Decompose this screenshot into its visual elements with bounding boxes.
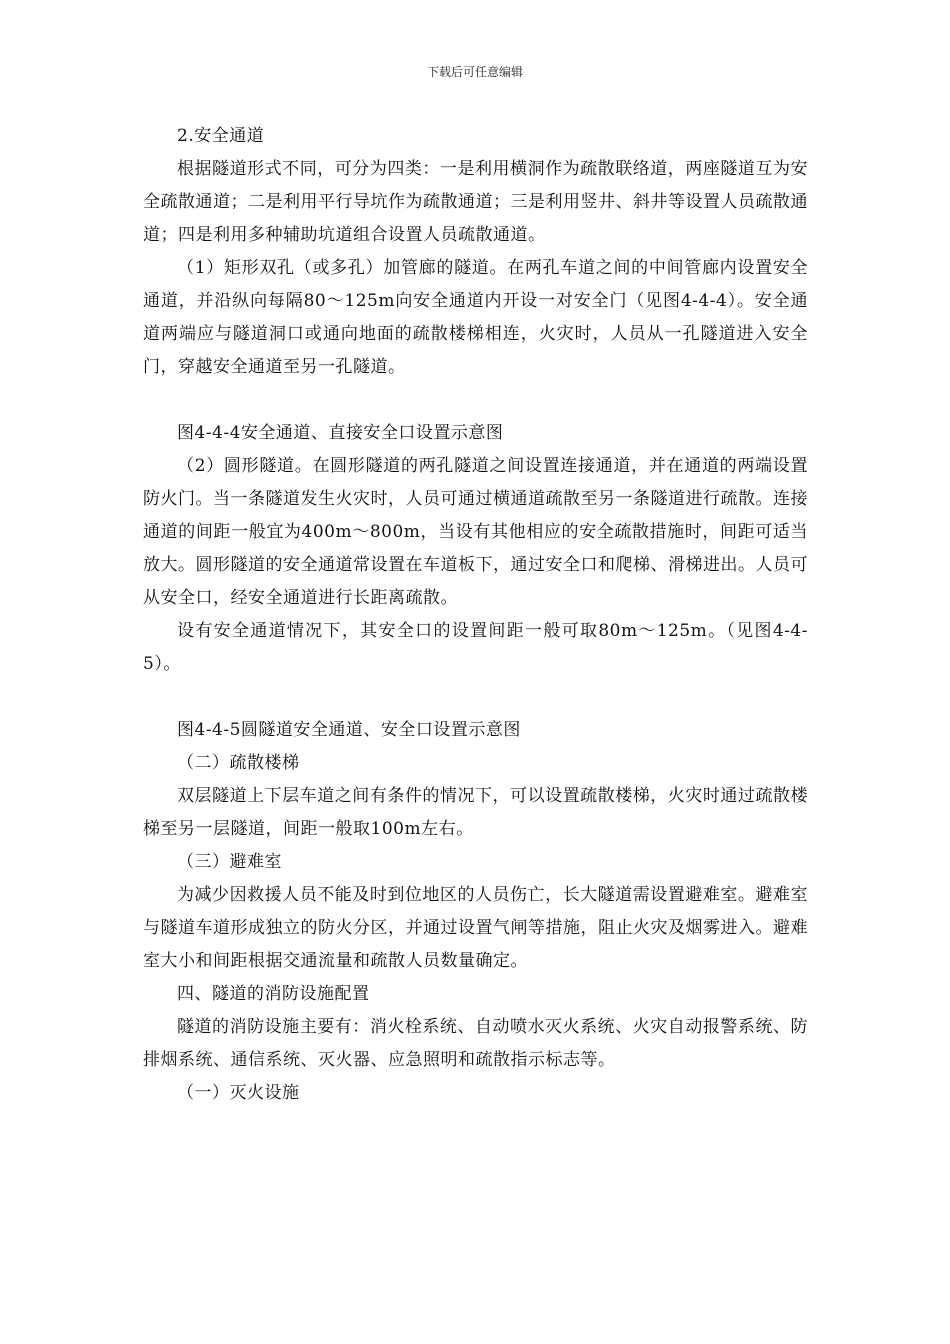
document-body (143, 120, 808, 1110)
figure-placeholder (143, 384, 808, 417)
page-header-note: 下载后可任意编辑 (426, 65, 523, 79)
subheading-refuge-room: （三）避难室 (177, 852, 282, 872)
paragraph: 为减少因救援人员不能及时到位地区的人员伤亡，长大隧道需设置避难室。避难室与隧道车道形成独立的防火分区，并通过设置气闸等措施，阻止火灾及烟雾进入。避难室大小和间距根据交通流量和疏散人员数量确定。 (143, 885, 808, 971)
figure-caption: 图4-4-4安全通道、直接安全口设置示意图 (177, 423, 504, 443)
figure-caption: 图4-4-5圆隧道安全通道、安全口设置示意图 (177, 720, 521, 740)
section-heading-safety-passage: 2.安全通道 (177, 126, 265, 146)
paragraph: 设有安全通道情况下，其安全口的设置间距一般可取80m～125m。（见图4-4-5）。 (143, 621, 808, 674)
subheading-extinguishing-facilities: （一）灭火设施 (177, 1083, 300, 1103)
figure-placeholder (143, 681, 808, 714)
section-heading-fire-facilities: 四、隧道的消防设施配置 (177, 984, 370, 1004)
paragraph: 隧道的消防设施主要有：消火栓系统、自动喷水灭火系统、火灾自动报警系统、防排烟系统、通信系统、灭火器、应急照明和疏散指示标志等。 (143, 1017, 808, 1070)
paragraph: 根据隧道形式不同，可分为四类：一是利用横洞作为疏散联络道，两座隧道互为安全疏散通道；二是利用平行导坑作为疏散通道；三是利用竖井、斜井等设置人员疏散通道；四是利用多种辅助坑道组合设置人员疏散通道。 (143, 159, 808, 245)
paragraph: （1）矩形双孔（或多孔）加管廊的隧道。在两孔车道之间的中间管廊内设置安全通道，并沿纵向每隔80～125m向安全通道内开设一对安全门（见图4-4-4）。安全通道两端应与隧道洞口或通向地面的疏散楼梯相连，火灾时，人员从一孔隧道进入安全门，穿越安全通道至另一孔隧道。 (143, 258, 808, 377)
paragraph: （2）圆形隧道。在圆形隧道的两孔隧道之间设置连接通道，并在通道的两端设置防火门。当一条隧道发生火灾时，人员可通过横通道疏散至另一条隧道进行疏散。连接通道的间距一般宜为400m～800m，当设有其他相应的安全疏散措施时，间距可适当放大。圆形隧道的安全通道常设置在车道板下，通过安全口和爬梯、滑梯进出。人员可从安全口，经安全通道进行长距离疏散。 (143, 456, 808, 608)
paragraph: 双层隧道上下层车道之间有条件的情况下，可以设置疏散楼梯，火灾时通过疏散楼梯至另一层隧道，间距一般取100m左右。 (143, 786, 808, 839)
subheading-evacuation-stairs: （二）疏散楼梯 (177, 753, 300, 773)
